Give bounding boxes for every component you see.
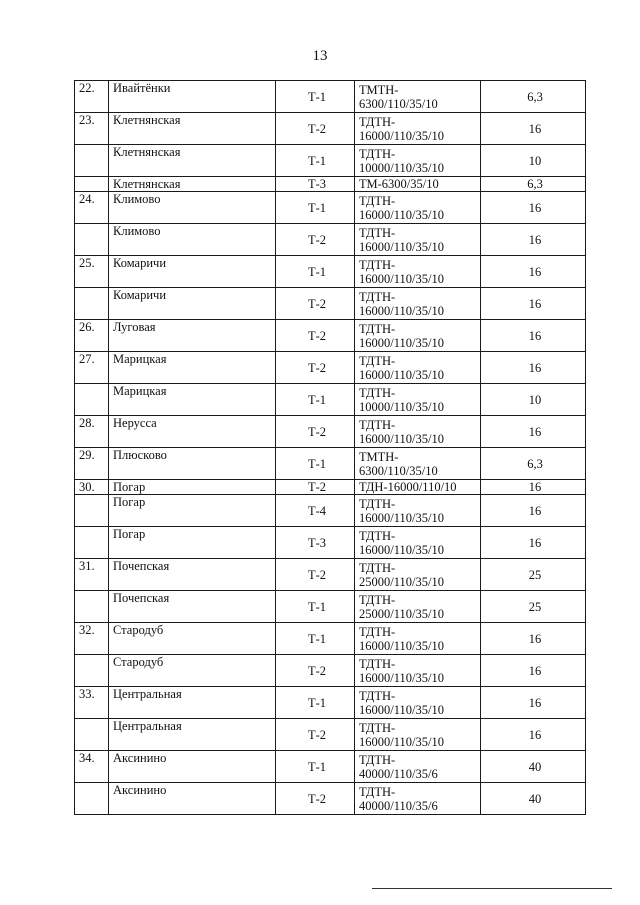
transformer-type: ТДТН- 40000/110/35/6 <box>355 751 481 783</box>
transformer-id: Т-1 <box>276 192 355 224</box>
table-row <box>75 416 586 448</box>
row-number <box>75 527 109 559</box>
rated-power: 40 <box>481 751 586 783</box>
row-number: 28. <box>75 416 109 448</box>
substation-name: Почепская <box>109 591 276 623</box>
rated-power: 16 <box>481 352 586 384</box>
row-number: 33. <box>75 687 109 719</box>
rated-power: 6,3 <box>481 81 586 113</box>
substation-name: Ивайтёнки <box>109 81 276 113</box>
rated-power: 16 <box>481 192 586 224</box>
rated-power: 10 <box>481 145 586 177</box>
substation-name: Плюсково <box>109 448 276 480</box>
row-number: 29. <box>75 448 109 480</box>
row-number <box>75 177 109 192</box>
table-row <box>75 480 586 495</box>
transformer-id: Т-1 <box>276 384 355 416</box>
transformer-id: Т-2 <box>276 288 355 320</box>
transformer-type: ТДТН- 16000/110/35/10 <box>355 495 481 527</box>
transformer-id: Т-2 <box>276 416 355 448</box>
table-row <box>75 591 586 623</box>
rated-power: 16 <box>481 719 586 751</box>
transformer-type: ТДН-16000/110/10 <box>355 480 481 495</box>
substation-name: Клетнянская <box>109 113 276 145</box>
table-body <box>75 81 586 815</box>
rated-power: 16 <box>481 416 586 448</box>
table-row <box>75 224 586 256</box>
substation-name: Центральная <box>109 687 276 719</box>
substation-transformer-table <box>74 80 586 815</box>
substation-name: Нерусса <box>109 416 276 448</box>
row-number <box>75 288 109 320</box>
transformer-id: Т-1 <box>276 751 355 783</box>
row-number <box>75 224 109 256</box>
rated-power: 6,3 <box>481 177 586 192</box>
transformer-id: Т-2 <box>276 559 355 591</box>
substation-name: Комаричи <box>109 288 276 320</box>
table-row <box>75 352 586 384</box>
rated-power: 16 <box>481 480 586 495</box>
transformer-id: Т-2 <box>276 224 355 256</box>
transformer-type: ТДТН- 16000/110/35/10 <box>355 719 481 751</box>
table-row <box>75 719 586 751</box>
row-number: 22. <box>75 81 109 113</box>
transformer-id: Т-1 <box>276 448 355 480</box>
rated-power: 16 <box>481 687 586 719</box>
transformer-id: Т-3 <box>276 177 355 192</box>
transformer-type: ТДТН- 25000/110/35/10 <box>355 559 481 591</box>
row-number <box>75 783 109 815</box>
rated-power: 16 <box>481 495 586 527</box>
rated-power: 16 <box>481 113 586 145</box>
transformer-id: Т-1 <box>276 256 355 288</box>
transformer-type: ТДТН- 16000/110/35/10 <box>355 687 481 719</box>
transformer-id: Т-1 <box>276 145 355 177</box>
table-row <box>75 783 586 815</box>
transformer-type: ТДТН- 16000/110/35/10 <box>355 320 481 352</box>
substation-name: Аксинино <box>109 751 276 783</box>
row-number <box>75 655 109 687</box>
transformer-id: Т-3 <box>276 527 355 559</box>
rated-power: 25 <box>481 591 586 623</box>
transformer-type: ТДТН- 25000/110/35/10 <box>355 591 481 623</box>
table-row <box>75 527 586 559</box>
rated-power: 16 <box>481 655 586 687</box>
transformer-type: ТДТН- 16000/110/35/10 <box>355 288 481 320</box>
row-number <box>75 145 109 177</box>
substation-name: Комаричи <box>109 256 276 288</box>
substation-name: Климово <box>109 224 276 256</box>
rated-power: 16 <box>481 320 586 352</box>
transformer-id: Т-2 <box>276 113 355 145</box>
table-row <box>75 495 586 527</box>
transformer-type: ТДТН- 16000/110/35/10 <box>355 527 481 559</box>
substation-name: Погар <box>109 495 276 527</box>
transformer-type: ТМТН- 6300/110/35/10 <box>355 448 481 480</box>
row-number: 32. <box>75 623 109 655</box>
transformer-id: Т-1 <box>276 591 355 623</box>
table-row <box>75 751 586 783</box>
transformer-type: ТДТН- 16000/110/35/10 <box>355 655 481 687</box>
substation-name: Стародуб <box>109 655 276 687</box>
transformer-id: Т-2 <box>276 320 355 352</box>
table-row <box>75 256 586 288</box>
transformer-type: ТДТН- 16000/110/35/10 <box>355 623 481 655</box>
row-number: 23. <box>75 113 109 145</box>
transformer-type: ТДТН- 16000/110/35/10 <box>355 352 481 384</box>
page-number: 13 <box>312 48 328 64</box>
row-number: 30. <box>75 480 109 495</box>
substation-name: Почепская <box>109 559 276 591</box>
table-row <box>75 288 586 320</box>
substation-name: Клетнянская <box>109 177 276 192</box>
substation-name: Луговая <box>109 320 276 352</box>
transformer-id: Т-2 <box>276 352 355 384</box>
rated-power: 16 <box>481 527 586 559</box>
transformer-type: ТДТН- 40000/110/35/6 <box>355 783 481 815</box>
row-number: 24. <box>75 192 109 224</box>
table-row <box>75 81 586 113</box>
transformer-type: ТДТН- 16000/110/35/10 <box>355 416 481 448</box>
rated-power: 16 <box>481 288 586 320</box>
table-row <box>75 320 586 352</box>
transformer-type: ТДТН- 10000/110/35/10 <box>355 145 481 177</box>
footer-rule <box>372 888 612 889</box>
rated-power: 16 <box>481 256 586 288</box>
transformer-type: ТМТН- 6300/110/35/10 <box>355 81 481 113</box>
transformer-id: Т-2 <box>276 655 355 687</box>
transformer-type: ТДТН- 16000/110/35/10 <box>355 113 481 145</box>
rated-power: 25 <box>481 559 586 591</box>
table-row <box>75 559 586 591</box>
table-row <box>75 192 586 224</box>
substation-name: Центральная <box>109 719 276 751</box>
transformer-id: Т-1 <box>276 81 355 113</box>
substation-name: Марицкая <box>109 384 276 416</box>
transformer-type: ТДТН- 10000/110/35/10 <box>355 384 481 416</box>
substation-name: Клетнянская <box>109 145 276 177</box>
transformer-id: Т-2 <box>276 719 355 751</box>
table-row <box>75 623 586 655</box>
table-row <box>75 448 586 480</box>
transformer-id: Т-2 <box>276 480 355 495</box>
row-number: 27. <box>75 352 109 384</box>
rated-power: 40 <box>481 783 586 815</box>
row-number <box>75 591 109 623</box>
rated-power: 16 <box>481 623 586 655</box>
transformer-type: ТДТН- 16000/110/35/10 <box>355 192 481 224</box>
row-number <box>75 495 109 527</box>
transformer-type: ТДТН- 16000/110/35/10 <box>355 224 481 256</box>
row-number: 31. <box>75 559 109 591</box>
table-row <box>75 145 586 177</box>
table-row <box>75 113 586 145</box>
rated-power: 16 <box>481 224 586 256</box>
transformer-id: Т-1 <box>276 687 355 719</box>
table-row <box>75 687 586 719</box>
row-number: 25. <box>75 256 109 288</box>
transformer-id: Т-2 <box>276 783 355 815</box>
row-number <box>75 719 109 751</box>
table-row <box>75 177 586 192</box>
substation-name: Погар <box>109 480 276 495</box>
transformer-id: Т-1 <box>276 623 355 655</box>
transformer-type: ТДТН- 16000/110/35/10 <box>355 256 481 288</box>
row-number: 26. <box>75 320 109 352</box>
table-row <box>75 655 586 687</box>
transformer-id: Т-4 <box>276 495 355 527</box>
substation-name: Аксинино <box>109 783 276 815</box>
substation-name: Марицкая <box>109 352 276 384</box>
row-number: 34. <box>75 751 109 783</box>
table-row <box>75 384 586 416</box>
substation-name: Погар <box>109 527 276 559</box>
rated-power: 6,3 <box>481 448 586 480</box>
transformer-type: ТМ-6300/35/10 <box>355 177 481 192</box>
substation-name: Климово <box>109 192 276 224</box>
row-number <box>75 384 109 416</box>
rated-power: 10 <box>481 384 586 416</box>
substation-name: Стародуб <box>109 623 276 655</box>
